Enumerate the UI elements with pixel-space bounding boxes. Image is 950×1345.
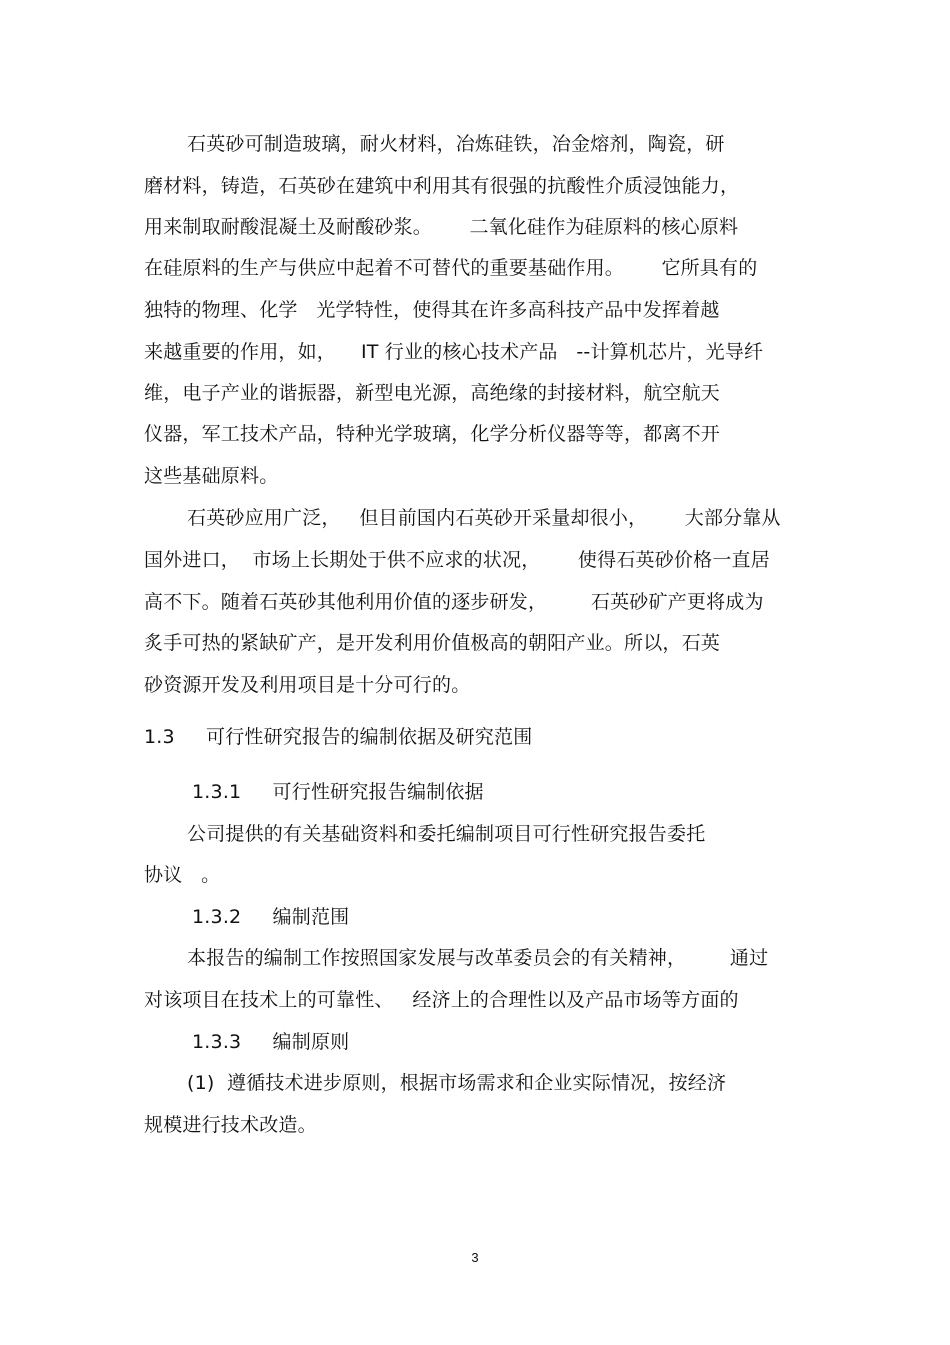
paragraph-1-line-1: 石英砂可制造玻璃，耐火材料，冶炼硅铁，冶金熔剂，陶瓷，研 [187, 133, 725, 155]
paragraph-1-line-5: 独特的物理、化学 光学特性，使得其在许多高科技产品中发挥着越 [144, 299, 720, 321]
paragraph-5-line-2: 规模进行技术改造。 [144, 1114, 317, 1136]
paragraph-3-line-1: 公司提供的有关基础资料和委托编制项目可行性研究报告委托 [187, 823, 706, 845]
paragraph-2-line-5: 砂资源开发及利用项目是十分可行的。 [144, 674, 471, 696]
paragraph-4-line-2: 对该项目在技术上的可靠性、 经济上的合理性以及产品市场等方面的 [144, 989, 739, 1011]
paragraph-3-line-2: 协议 。 [144, 864, 221, 886]
page-number: 3 [471, 1250, 479, 1265]
paragraph-1-line-4: 在硅原料的生产与供应中起着不可替代的重要基础作用。 它所具有的 [144, 257, 758, 279]
section-1-3-2-heading: 1.3.2 编制范围 [192, 906, 350, 928]
paragraph-1-line-9: 这些基础原料。 [144, 465, 279, 487]
paragraph-1-line-3: 用来制取耐酸混凝土及耐酸砂浆。 二氧化硅作为硅原料的核心原料 [144, 216, 739, 238]
paragraph-2-line-4: 炙手可热的紧缺矿产，是开发利用价值极高的朝阳产业。所以，石英 [144, 632, 721, 654]
section-1-3-1-heading: 1.3.1 可行性研究报告编制依据 [192, 781, 484, 803]
paragraph-4-line-1: 本报告的编制工作按照国家发展与改革委员会的有关精神， 通过 [187, 947, 769, 969]
paragraph-5-line-1: (1) 遵循技术进步原则，根据市场需求和企业实际情况，按经济 [187, 1072, 727, 1094]
paragraph-1-line-6: 来越重要的作用，如， IT 行业的核心技术产品 --计算机芯片，光导纤 [144, 341, 764, 363]
paragraph-1-line-2: 磨材料，铸造，石英砂在建筑中利用其有很强的抗酸性介质浸蚀能力， [144, 175, 740, 197]
paragraph-2-line-1: 石英砂应用广泛， 但目前国内石英砂开采量却很小， 大部分靠从 [187, 507, 781, 529]
section-1-3-heading: 1.3 可行性研究报告的编制依据及研究范围 [144, 726, 533, 748]
paragraph-1-line-8: 仪器，军工技术产品，特种光学玻璃，化学分析仪器等等，都离不开 [144, 423, 721, 445]
section-1-3-3-heading: 1.3.3 编制原则 [192, 1031, 350, 1053]
paragraph-2-line-3: 高不下。随着石英砂其他利用价值的逐步研发， 石英砂矿产更将成为 [144, 591, 764, 613]
paragraph-2-line-2: 国外进口， 市场上长期处于供不应求的状况， 使得石英砂价格一直居 [144, 549, 770, 571]
paragraph-1-line-7: 维，电子产业的谐振器，新型电光源，高绝缘的封接材料，航空航天 [144, 382, 721, 404]
